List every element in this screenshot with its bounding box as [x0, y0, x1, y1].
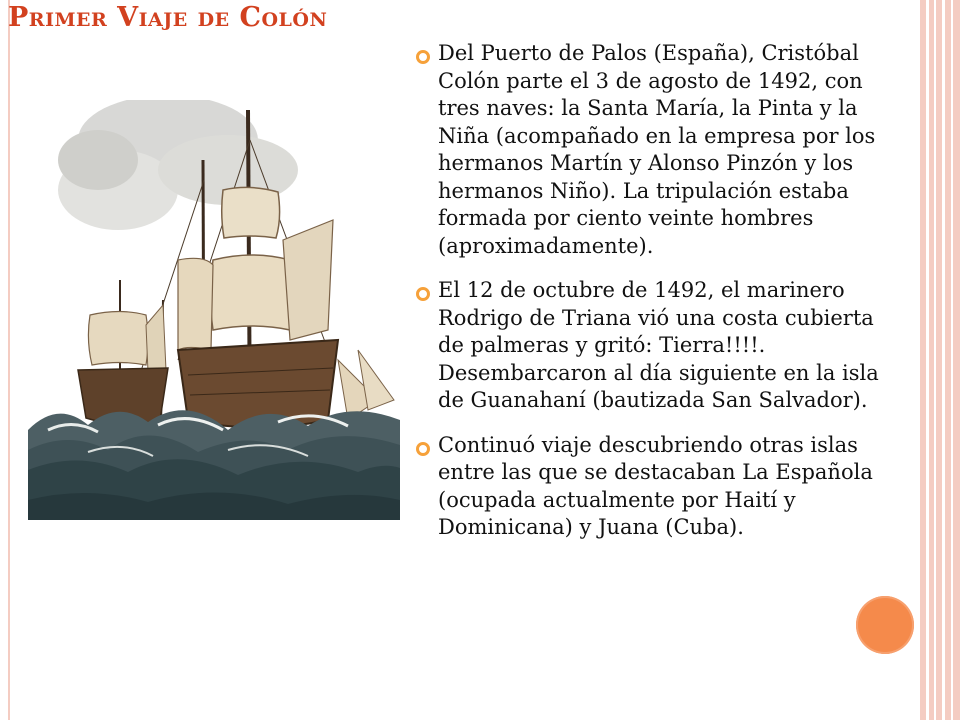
bullet-text: Continuó viaje descubriendo otras islas entre las que se destacaban La Española (ocupada actualmente por Haití y Dominicana) y Juana (Cuba). [438, 432, 873, 539]
list-item [414, 432, 904, 542]
bullet-ring-icon [416, 442, 430, 456]
bullet-ring-icon [416, 50, 430, 64]
slide-title: Primer Viaje de Colón [8, 2, 328, 33]
bullet-ring-icon [416, 287, 430, 301]
bullet-list [414, 40, 904, 559]
ships-illustration [28, 100, 400, 520]
bullet-text: Del Puerto de Palos (España), Cristóbal Colón parte el 3 de agosto de 1492, con tres naves: la Santa María, la Pinta y la Niña (acompañado en la empresa por los hermanos Martín y Alonso Pinzón y los hermanos Niño). La tripulación estaba formada por ciento veinte hombres (aproximadamente). [438, 41, 876, 258]
bullet-text: El 12 de octubre de 1492, el marinero Rodrigo de Triana vió una costa cubierta de palmeras y gritó: Tierra!!!!. Desembarcaron al día siguiente en la isla de Guanahaní (bautizada San Salvador). [438, 278, 879, 412]
list-item [414, 40, 904, 260]
left-frame-line [8, 0, 10, 720]
accent-circle [856, 596, 914, 654]
list-item [414, 277, 904, 415]
right-decorative-border [920, 0, 960, 720]
